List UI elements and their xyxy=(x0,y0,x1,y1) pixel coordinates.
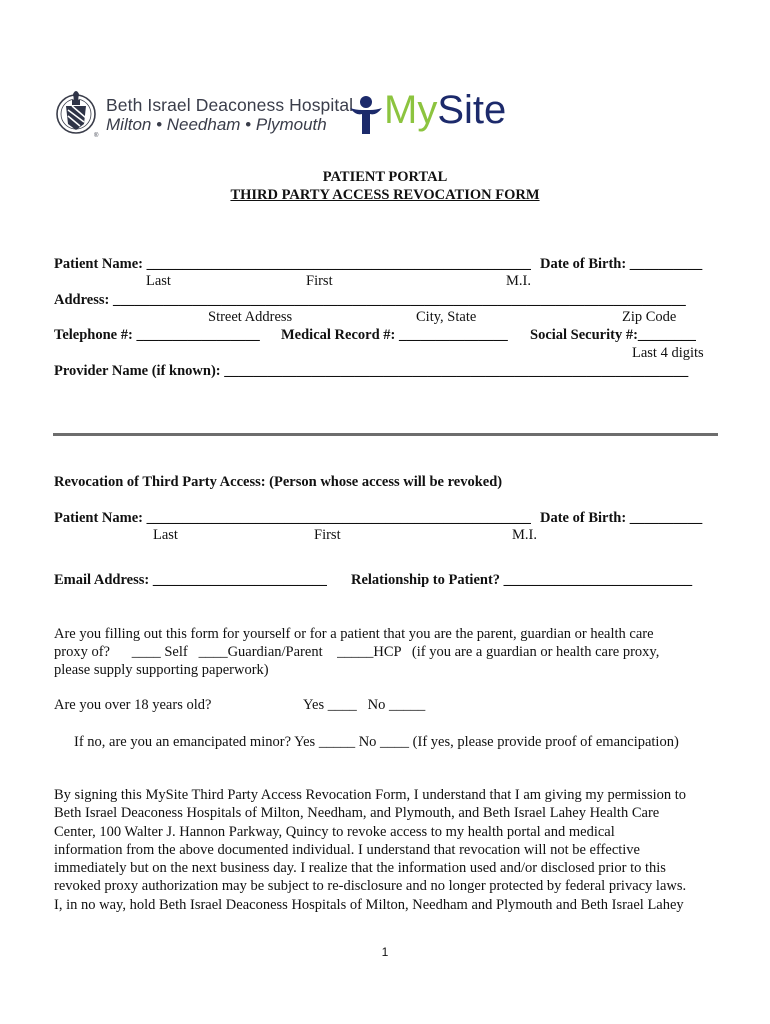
mysite-site-text: Site xyxy=(437,88,507,132)
patient-sub-mi: M.I. xyxy=(506,273,531,289)
mysite-my-text: My xyxy=(384,88,438,132)
address-sub-street: Street Address xyxy=(208,309,293,325)
form-title-line2: THIRD PARTY ACCESS REVOCATION FORM xyxy=(230,187,540,203)
email-field[interactable]: Email Address: ________________________ xyxy=(54,572,327,588)
patient-dob-field[interactable]: Date of Birth: __________ xyxy=(540,256,703,272)
person-icon xyxy=(348,94,384,138)
relationship-field[interactable]: Relationship to Patient? __________________________ xyxy=(351,572,693,588)
over18-question: Are you over 18 years old? xyxy=(54,697,212,713)
address-sub-city: City, State xyxy=(416,309,477,325)
consent-line: Beth Israel Deaconess Hospitals of Milton, Needham, and Plymouth, and Beth Israel Lahey Health Care xyxy=(54,805,660,822)
hospital-name: Beth Israel Deaconess Hospital xyxy=(106,95,354,115)
patient-sub-first: First xyxy=(306,273,333,289)
consent-line: immediately but on the next business day. I realize that the information used and/or disclosed prior to this xyxy=(54,860,666,877)
filling-question-line1: Are you filling out this form for yourself or for a patient that you are the parent, guardian or health care xyxy=(54,626,654,642)
revoked-sub-first: First xyxy=(314,527,341,543)
consent-line: Center, 100 Walter J. Hannon Parkway, Quincy to revoke access to my health portal and medical xyxy=(54,823,615,840)
patient-name-field[interactable]: Patient Name: _____________________________________________________ xyxy=(54,256,531,272)
revocation-heading: Revocation of Third Party Access: (Person whose access will be revoked) xyxy=(54,474,503,490)
provider-name-field[interactable]: Provider Name (if known): ________________________________________________________________ xyxy=(54,363,689,379)
hospital-locations: Milton • Needham • Plymouth xyxy=(106,115,327,134)
revoked-sub-mi: M.I. xyxy=(512,527,537,543)
consent-paragraph xyxy=(54,786,724,914)
form-title-line1: PATIENT PORTAL xyxy=(322,169,448,185)
section-divider xyxy=(53,433,718,436)
consent-line: I, in no way, hold Beth Israel Deaconess Hospitals of Milton, Needham and Plymouth and Beth Israel Lahey xyxy=(54,896,684,913)
ssn-field[interactable]: Social Security #:________ xyxy=(530,327,696,343)
hospital-seal-icon xyxy=(54,84,100,140)
consent-line: information from the above documented individual. I understand that revocation will not be effective xyxy=(54,841,640,858)
revoked-sub-last: Last xyxy=(153,527,178,543)
telephone-field[interactable]: Telephone #: _________________ xyxy=(54,327,260,343)
ssn-sub-last4: Last 4 digits xyxy=(632,345,704,361)
emancipated-question[interactable]: If no, are you an emancipated minor? Yes _____ No ____ (If yes, please provide proof of emancipation) xyxy=(74,734,679,750)
filling-question-line3: please supply supporting paperwork) xyxy=(54,662,269,678)
page-number: 1 xyxy=(381,945,389,959)
medical-record-field[interactable]: Medical Record #: _______________ xyxy=(281,327,508,343)
svg-text:®: ® xyxy=(94,133,99,139)
consent-line: By signing this MySite Third Party Access Revocation Form, I understand that I am giving my permission to xyxy=(54,787,687,803)
consent-line: revoked proxy authorization may be subject to re-disclosure and no longer protected by federal privacy laws. xyxy=(54,878,687,895)
revoked-name-field[interactable]: Patient Name: _____________________________________________________ xyxy=(54,510,531,526)
filling-question-line2[interactable]: proxy of? ____ Self ____Guardian/Parent _____HCP (if you are a guardian or health care proxy, xyxy=(54,644,660,660)
address-sub-zip: Zip Code xyxy=(622,309,677,325)
over18-options[interactable]: Yes ____ No _____ xyxy=(303,697,426,713)
address-field[interactable]: Address: _______________________________________________________________________________ xyxy=(54,292,686,308)
patient-sub-last: Last xyxy=(146,273,171,289)
revoked-dob-field[interactable]: Date of Birth: __________ xyxy=(540,510,703,526)
